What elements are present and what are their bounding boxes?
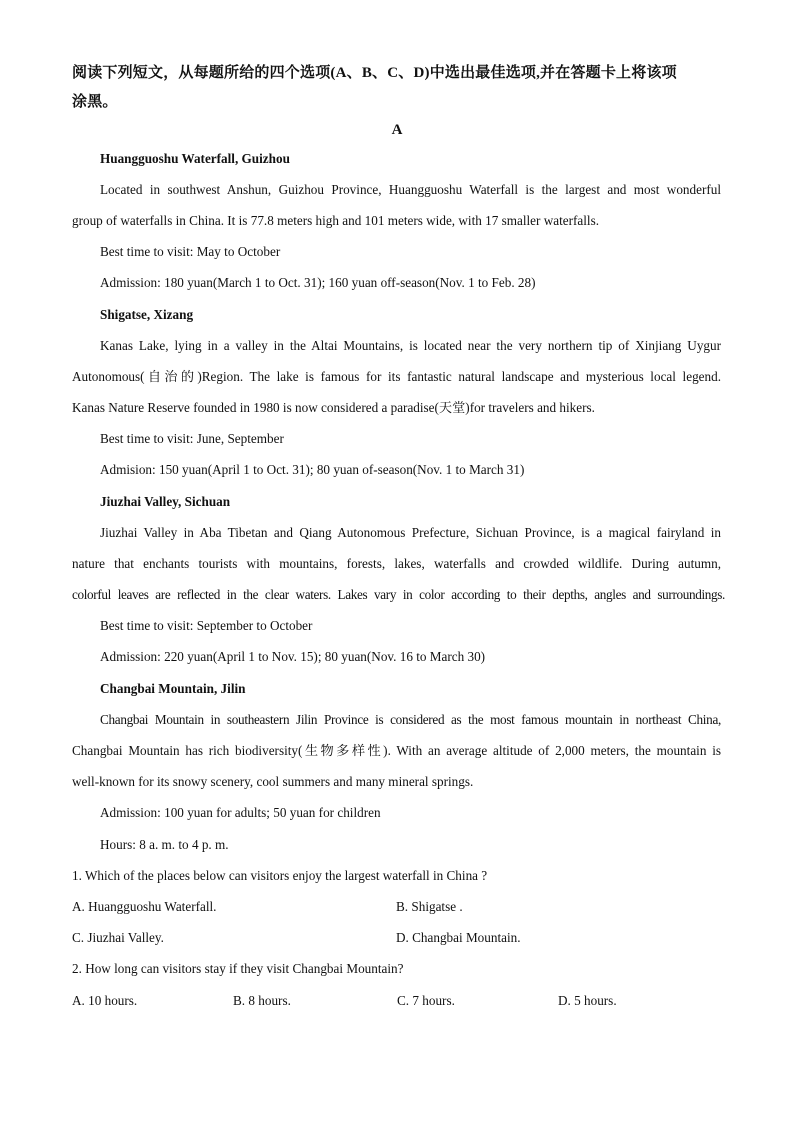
question-1-option-d: D. Changbai Mountain. (396, 930, 521, 945)
place-desc-line: Located in southwest Anshun, Guizhou Province, Huangguoshu Waterfall is the largest and most wonderful (100, 182, 721, 197)
instructions-line-1: 阅读下列短文，从每题所给的四个选项(A、B、C、D)中选出最佳选项,并在答题卡上将该项 (72, 65, 677, 81)
question-2-option-c: C. 7 hours. (397, 993, 455, 1008)
question-1-stem: 1. Which of the places below can visitors enjoy the largest waterfall in China ? (72, 868, 488, 883)
admission-text: Admission: 180 yuan(March 1 to Oct. 31); 160 yuan off-season(Nov. 1 to Feb. 28) (100, 275, 536, 290)
question-1-option-a: A. Huangguoshu Waterfall. (72, 899, 217, 914)
question-1-option-c: C. Jiuzhai Valley. (72, 930, 164, 945)
question-2-stem: 2. How long can visitors stay if they visit Changbai Mountain? (72, 961, 404, 976)
place-heading-jiuzhai: Jiuzhai Valley, Sichuan (100, 494, 231, 509)
place-desc-line: Changbai Mountain has rich biodiversity(生物多样性). With an average altitude of 2,000 meters, the mountain is (72, 743, 721, 758)
place-desc-line: Jiuzhai Valley in Aba Tibetan and Qiang Autonomous Prefecture, Sichuan Province, is a magical fairyland in (100, 525, 721, 540)
best-time-text: Best time to visit: June, September (100, 431, 284, 446)
place-heading-huangguoshu: Huangguoshu Waterfall, Guizhou (100, 151, 290, 166)
question-2-option-a: A. 10 hours. (72, 993, 138, 1008)
question-2-option-b: B. 8 hours. (233, 993, 291, 1008)
place-desc-line: nature that enchants tourists with mountains, forests, lakes, waterfalls and crowded wildlife. During autumn, (72, 556, 721, 571)
place-desc-line: Autonomous(自治的)Region. The lake is famous for its fantastic natural landscape and mysterious local legend. (72, 369, 721, 384)
best-time-text: Best time to visit: September to October (100, 618, 313, 633)
admission-text: Admission: 220 yuan(April 1 to Nov. 15); 80 yuan(Nov. 16 to March 30) (100, 649, 486, 664)
best-time-text: Best time to visit: May to October (100, 244, 281, 259)
question-2-option-d: D. 5 hours. (558, 993, 617, 1008)
hours-text: Hours: 8 a. m. to 4 p. m. (100, 837, 229, 852)
place-heading-shigatse: Shigatse, Xizang (100, 307, 194, 322)
section-label: A (391, 122, 403, 138)
instructions-line-2: 涂黑。 (72, 94, 118, 110)
question-1-option-b: B. Shigatse . (396, 899, 463, 914)
place-desc-line: Kanas Lake, lying in a valley in the Altai Mountains, is located near the very northern tip of Xinjiang Uygur (100, 338, 721, 353)
place-desc-line: well-known for its snowy scenery, cool summers and many mineral springs. (72, 774, 474, 789)
place-desc-line: group of waterfalls in China. It is 77.8 meters high and 101 meters wide, with 17 smaller waterfalls. (72, 213, 600, 228)
place-desc-line: colorful leaves are reflected in the clear waters. Lakes vary in color according to their depths, angles and surroundings. (72, 587, 725, 602)
place-desc-line: Kanas Nature Reserve founded in 1980 is now considered a paradise(天堂)for travelers and hikers. (72, 400, 595, 415)
place-desc-line: Changbai Mountain in southeastern Jilin Province is considered as the most famous mountain in northeast China, (100, 712, 721, 727)
admission-text: Admision: 150 yuan(April 1 to Oct. 31); 80 yuan of-season(Nov. 1 to March 31) (100, 462, 525, 477)
place-heading-changbai: Changbai Mountain, Jilin (100, 681, 246, 696)
admission-text: Admission: 100 yuan for adults; 50 yuan for children (100, 805, 381, 820)
